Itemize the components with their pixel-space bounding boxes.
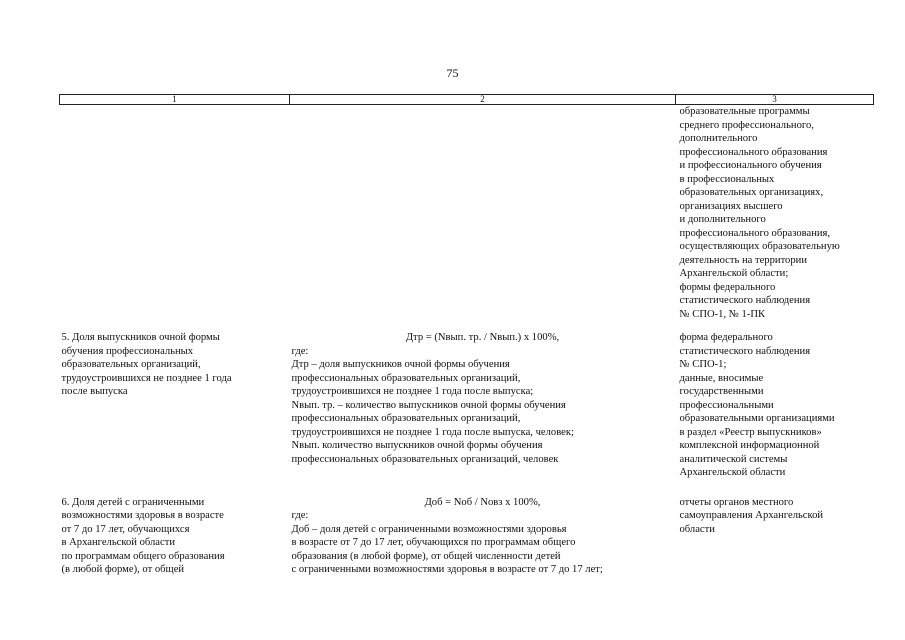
source-cell (676, 321, 874, 480)
table-row (60, 480, 874, 577)
column-header-2: 2 (290, 95, 676, 105)
text-line: и дополнительного (679, 214, 766, 225)
text-line: трудоустроившихся не позднее 1 года (61, 372, 232, 384)
text-line: образования (в любой форме), от общей численности детей (291, 550, 561, 562)
text-line: в Архангельской области (61, 537, 175, 548)
text-line: организациях высшего (679, 200, 783, 212)
source-cell (676, 105, 874, 322)
text-line: трудоустроившихся не позднее 1 года после выпуска; (291, 386, 534, 397)
text-line: в возрасте от 7 до 17 лет, обучающихся по программам общего (291, 537, 576, 548)
text-line: № СПО-1; (679, 359, 727, 370)
text-line: дополнительного (679, 133, 758, 144)
formula-cell (290, 105, 676, 322)
text-line: (в любой форме), от общей (61, 564, 185, 575)
text-line: 6. Доля детей с ограниченными (61, 496, 205, 508)
text-line: области (679, 523, 715, 535)
text-line: после выпуска (61, 386, 128, 397)
text-line: трудоустроившихся не позднее 1 года после выпуска, человек; (291, 426, 574, 438)
indicator-name-cell (60, 105, 290, 322)
text-line: с ограниченными возможностями здоровья в возрасте от 7 до 17 лет; (291, 564, 603, 575)
text-line: образовательными организациями (679, 413, 835, 424)
text-line: образовательные программы (679, 106, 810, 117)
column-header-3: 3 (676, 95, 874, 105)
text-line: образовательных организациях, (679, 187, 824, 198)
text-line: статистического наблюдения (679, 295, 811, 306)
text-line: комплексной информационной (679, 440, 820, 451)
text-line: образовательных организаций, (61, 359, 201, 370)
text-line: отчеты органов местного (679, 496, 794, 508)
column-header-1: 1 (60, 95, 290, 105)
formula-cell (290, 480, 676, 577)
text-line: среднего профессионального, (679, 119, 814, 131)
text-line: Nвып. тр. – количество выпускников очной формы обучения (291, 399, 566, 411)
text-line: обучения профессиональных (61, 345, 194, 357)
text-line: № СПО-1, № 1-ПК (679, 308, 766, 320)
text-line: 5. Доля выпускников очной формы (61, 332, 220, 343)
column-number-row (60, 95, 874, 105)
text-line: где: (291, 345, 309, 357)
text-line: профессионального образования, (679, 227, 831, 239)
text-line: в раздел «Реестр выпускников» (679, 426, 822, 438)
text-line: осуществляющих образовательную (679, 241, 840, 252)
text-line: возможностями здоровья в возрасте (61, 510, 224, 521)
source-cell (676, 480, 874, 577)
text-line: профессиональных образовательных организаций, (291, 372, 521, 384)
text-line: статистического наблюдения (679, 345, 811, 357)
text-line: профессиональных образовательных организаций, человек (291, 453, 559, 465)
text-line: профессиональными (679, 399, 774, 411)
text-line: государственными (679, 386, 764, 397)
text-line: профессиональных образовательных организаций, (291, 413, 521, 424)
text-line: по программам общего образования (61, 550, 225, 562)
table-row (60, 105, 874, 322)
text-line: от 7 до 17 лет, обучающихся (61, 523, 190, 535)
table-row (60, 321, 874, 480)
text-line: Nвып. количество выпускников очной формы обучения (291, 440, 543, 451)
text-line: данные, вносимые (679, 372, 764, 384)
indicator-table (59, 94, 874, 577)
text-line: формы федерального (679, 281, 776, 293)
formula: Дтр = (Nвып. тр. / Nвып.) х 100%, (405, 332, 560, 343)
text-line: Архангельской области (679, 467, 786, 478)
text-line: аналитической системы (679, 453, 788, 465)
text-line: Дтр – доля выпускников очной формы обучения (291, 359, 510, 370)
text-line: в профессиональных (679, 173, 775, 185)
indicator-name-cell (60, 480, 290, 577)
formula: Доб = Nоб / Nовз х 100%, (424, 496, 541, 508)
text-line: где: (291, 510, 309, 521)
text-line: Архангельской области; (679, 268, 789, 279)
text-line: и профессионального обучения (679, 160, 822, 171)
page-number: 75 (446, 66, 459, 80)
formula-cell (290, 321, 676, 480)
text-line: самоуправления Архангельской (679, 510, 824, 521)
text-line: Доб – доля детей с ограниченными возможностями здоровья (291, 523, 567, 535)
text-line: деятельность на территории (679, 254, 807, 266)
text-line: профессионального образования (679, 146, 828, 158)
indicator-name-cell (60, 321, 290, 480)
text-line: форма федерального (679, 332, 773, 343)
